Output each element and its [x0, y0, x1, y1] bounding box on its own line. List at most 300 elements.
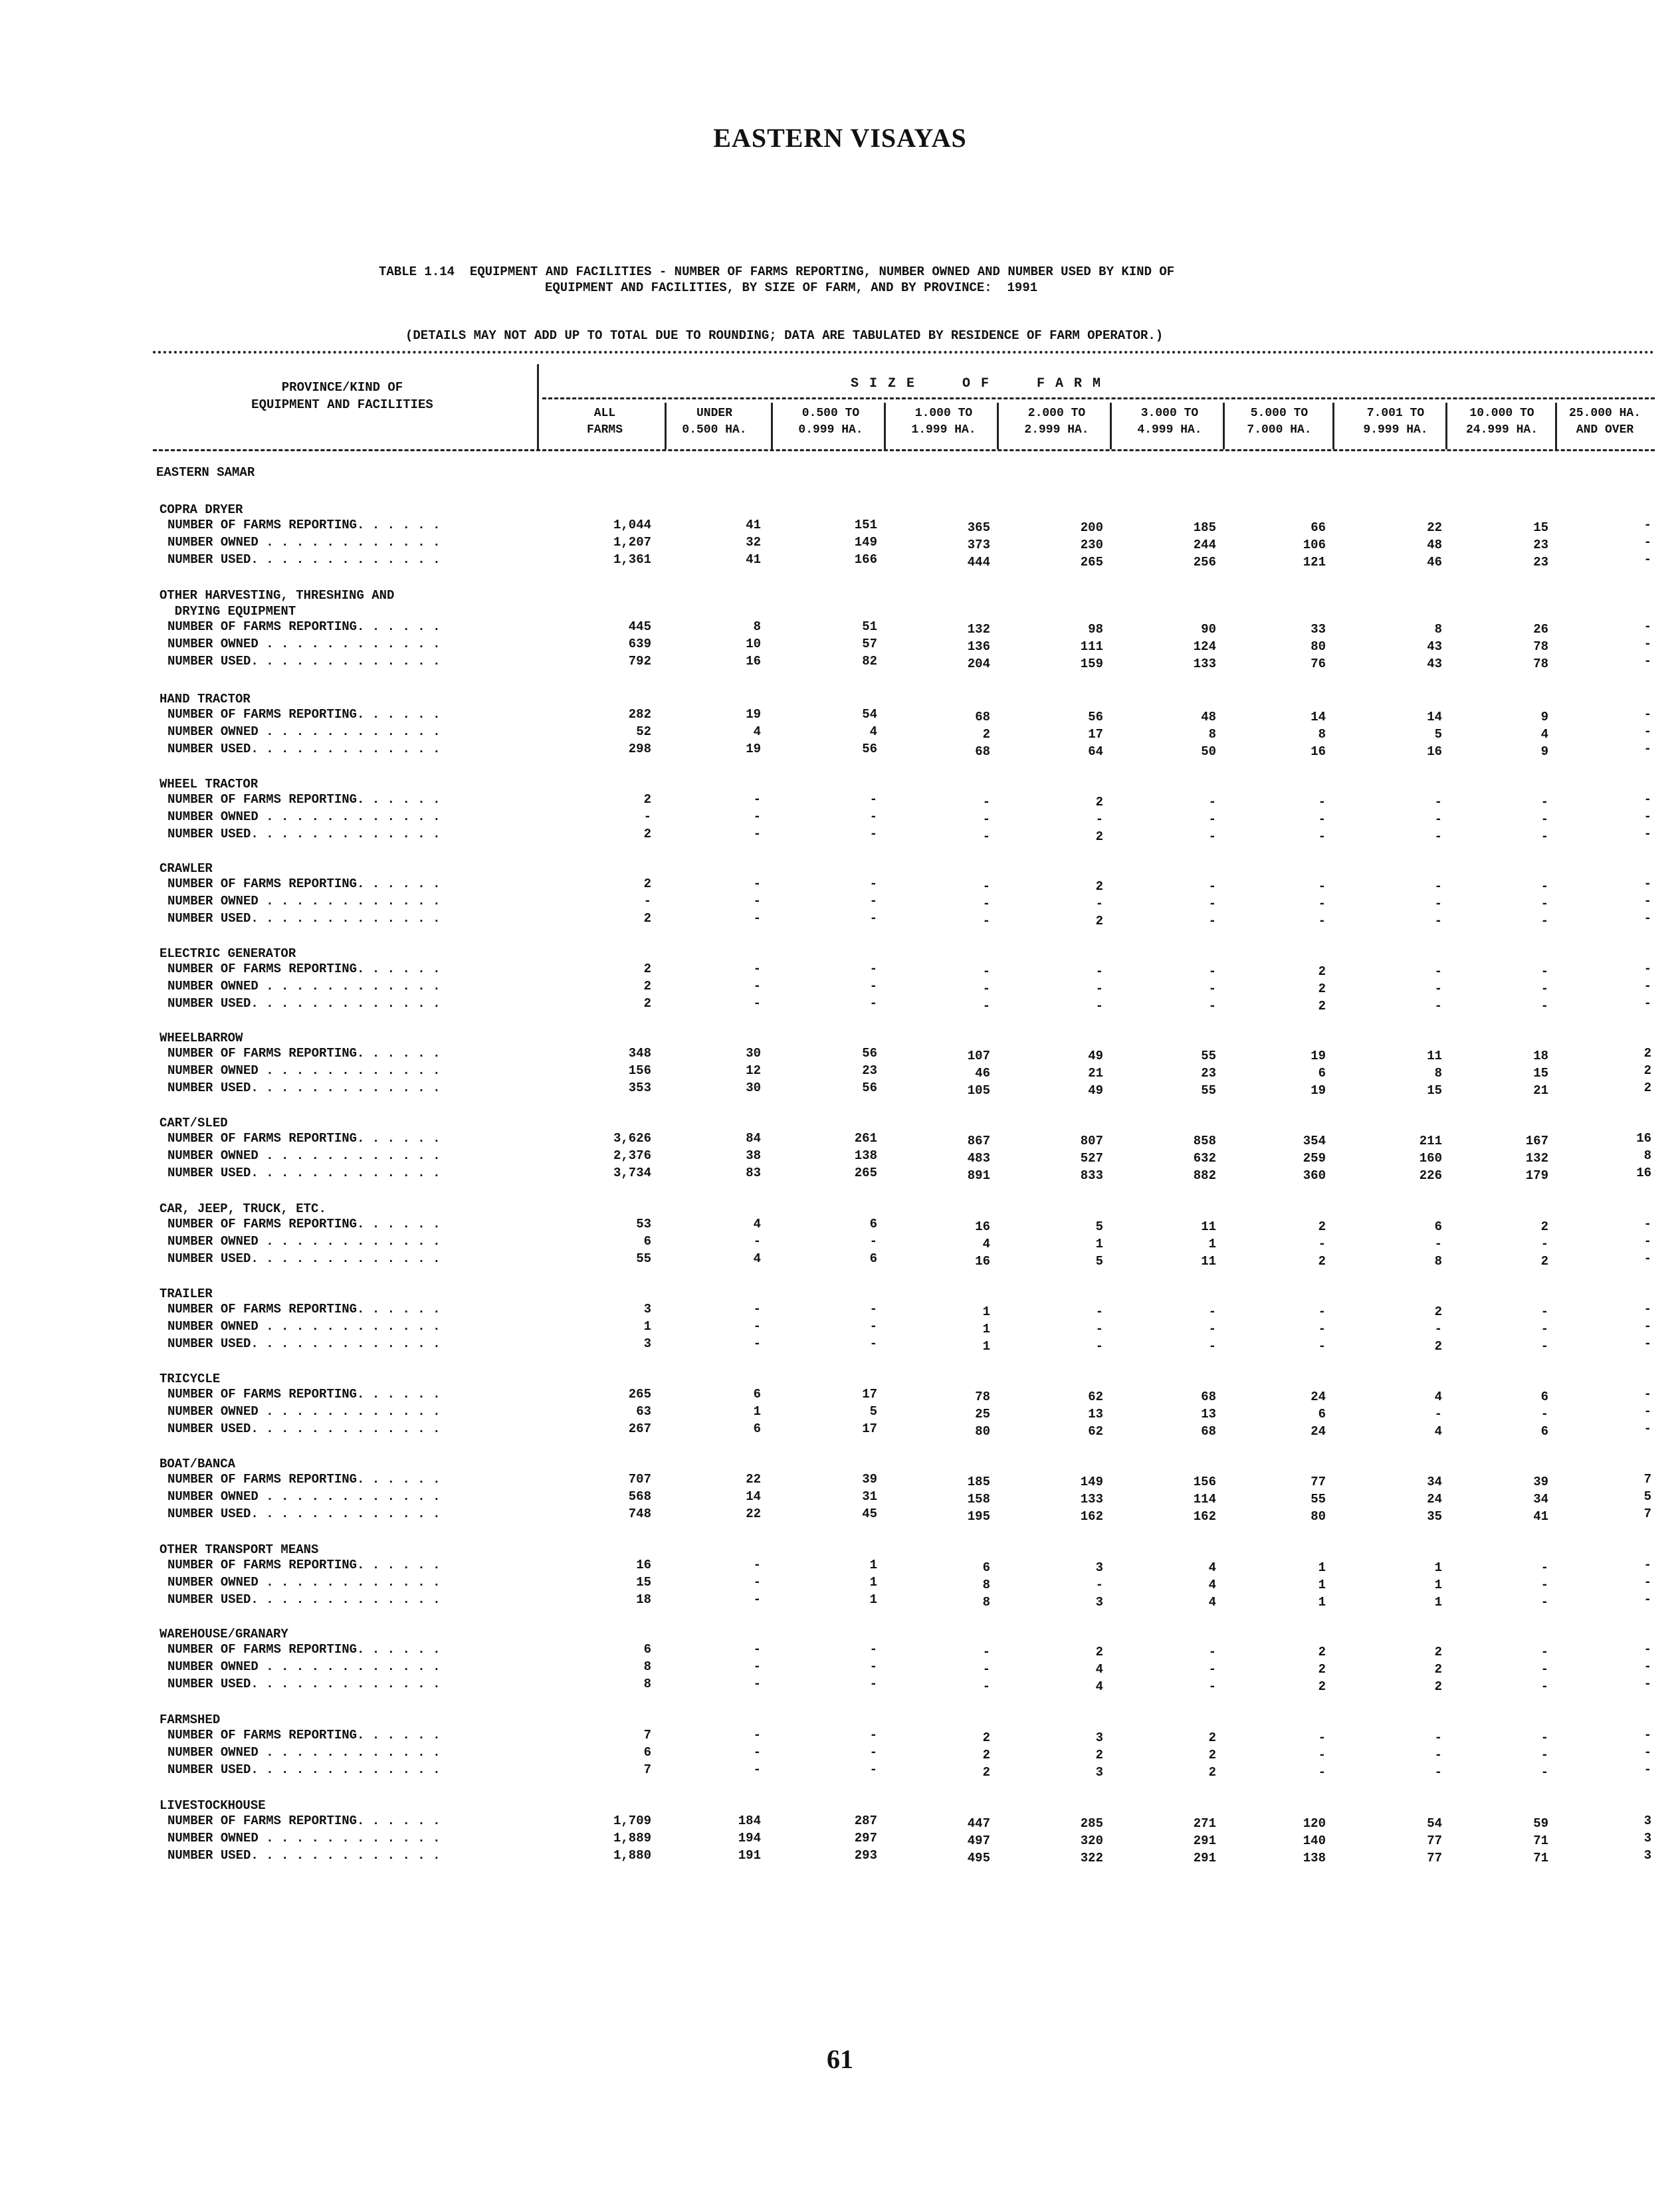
table-cell: -	[869, 1302, 877, 1316]
column-header-line2: 0.500 HA.	[682, 423, 747, 437]
table-cell: -	[753, 911, 761, 926]
table-cell: 18	[636, 1592, 651, 1607]
row-label: NUMBER OF FARMS REPORTING. . . . . .	[167, 1558, 441, 1572]
table-cell: 11	[1201, 1254, 1216, 1269]
table-cell: 3,626	[613, 1131, 651, 1146]
table-cell: 7	[1643, 1472, 1651, 1487]
table-cell: 2	[1318, 1662, 1326, 1677]
table-cell: 82	[862, 654, 877, 669]
table-cell: -	[1318, 1237, 1326, 1251]
table-cell: 55	[636, 1251, 651, 1266]
table-note: (DETAILS MAY NOT ADD UP TO TOTAL DUE TO ROUNDING; DATA ARE TABULATED BY RESIDENCE OF FARM OPERATOR.)	[405, 328, 1164, 343]
table-cell: 1,889	[613, 1831, 651, 1845]
table-cell: 2	[1095, 829, 1103, 844]
table-cell: -	[982, 795, 990, 809]
table-cell: 16	[1427, 744, 1442, 759]
table-cell: -	[1643, 962, 1651, 976]
table-cell: -	[869, 962, 877, 976]
stub-header-line2: EQUIPMENT AND FACILITIES	[251, 397, 433, 412]
table-cell: 3	[1095, 1595, 1103, 1610]
column-header-line2: 1.999 HA.	[911, 423, 976, 437]
table-cell: -	[1434, 1237, 1442, 1251]
table-cell: 55	[1201, 1083, 1216, 1098]
table-cell: 71	[1533, 1833, 1548, 1848]
table-cell: 124	[1193, 639, 1216, 654]
table-cell: -	[1540, 1339, 1548, 1354]
table-cell: -	[1095, 896, 1103, 911]
table-cell: 195	[967, 1509, 990, 1524]
table-cell: 23	[862, 1063, 877, 1078]
table-cell: 7	[1643, 1507, 1651, 1521]
table-cell: -	[982, 1679, 990, 1694]
table-cell: -	[1318, 812, 1326, 827]
table-title-continuation: EQUIPMENT AND FACILITIES, BY SIZE OF FARM, AND BY PROVINCE: 1991	[545, 280, 1038, 295]
table-cell: 51	[862, 619, 877, 634]
table-cell: -	[1434, 914, 1442, 928]
row-label: NUMBER OWNED . . . . . . . . . . . .	[167, 637, 441, 651]
table-cell: 1	[643, 1319, 651, 1334]
table-cell: 2	[1318, 1219, 1326, 1234]
category-label: WHEELBARROW	[159, 1031, 243, 1045]
row-label: NUMBER USED. . . . . . . . . . . . .	[167, 1336, 441, 1351]
table-cell: -	[982, 914, 990, 928]
table-cell: 2	[1643, 1081, 1651, 1095]
table-cell: -	[1643, 911, 1651, 926]
table-cell: -	[869, 1234, 877, 1249]
column-header	[1000, 405, 1113, 439]
column-header	[1339, 405, 1452, 439]
table-cell: 211	[1419, 1134, 1442, 1148]
table-cell: 445	[628, 619, 651, 634]
table-cell: -	[1643, 1745, 1651, 1760]
table-cell: 8	[1434, 1066, 1442, 1081]
row-label: NUMBER USED. . . . . . . . . . . . .	[167, 1421, 441, 1436]
row-label: NUMBER OWNED . . . . . . . . . . . .	[167, 535, 441, 550]
row-label: NUMBER OWNED . . . . . . . . . . . .	[167, 1063, 441, 1078]
table-cell: -	[1434, 964, 1442, 979]
table-cell: -	[1643, 809, 1651, 824]
table-cell: 2	[982, 727, 990, 742]
table-cell: 265	[628, 1387, 651, 1402]
table-cell: -	[1095, 1305, 1103, 1319]
category-label: WHEEL TRACTOR	[159, 777, 259, 791]
table-cell: 2	[1434, 1645, 1442, 1659]
table-cell: -	[753, 996, 761, 1011]
table-cell: 2	[1208, 1730, 1216, 1745]
table-cell: -	[982, 964, 990, 979]
table-cell: -	[1643, 707, 1651, 722]
table-cell: -	[1318, 896, 1326, 911]
table-cell: 5	[1434, 727, 1442, 742]
table-cell: -	[753, 1745, 761, 1760]
table-cell: 120	[1303, 1816, 1326, 1831]
table-cell: -	[1208, 1339, 1216, 1354]
table-cell: 31	[862, 1489, 877, 1504]
table-cell: 354	[1303, 1134, 1326, 1148]
table-cell: 2	[643, 877, 651, 891]
table-cell: 68	[1201, 1390, 1216, 1404]
row-label: NUMBER OWNED . . . . . . . . . . . .	[167, 1575, 441, 1590]
table-cell: 6	[753, 1421, 761, 1436]
table-cell: -	[1434, 812, 1442, 827]
table-cell: 80	[1311, 639, 1326, 654]
table-cell: -	[869, 1762, 877, 1777]
table-cell: 16	[746, 654, 761, 669]
table-cell: -	[982, 1645, 990, 1659]
table-cell: 162	[1080, 1509, 1103, 1524]
table-cell: 34	[1427, 1475, 1442, 1489]
table-cell: 138	[854, 1148, 877, 1163]
table-cell: 80	[975, 1424, 990, 1439]
row-label: NUMBER USED. . . . . . . . . . . . .	[167, 1251, 441, 1266]
table-cell: -	[1643, 1642, 1651, 1657]
table-cell: -	[1095, 999, 1103, 1013]
table-cell: 55	[1201, 1049, 1216, 1063]
table-cell: 16	[1636, 1166, 1651, 1180]
table-cell: 3	[1643, 1848, 1651, 1863]
table-cell: 1	[753, 1404, 761, 1419]
table-cell: -	[1540, 964, 1548, 979]
table-cell: -	[1208, 879, 1216, 894]
column-header-line2: 0.999 HA.	[798, 423, 863, 437]
table-cell: -	[643, 894, 651, 908]
table-cell: 160	[1419, 1151, 1442, 1166]
page-number: 61	[827, 2044, 853, 2074]
table-cell: 320	[1080, 1833, 1103, 1848]
table-cell: 8	[753, 619, 761, 634]
table-cell: 55	[1311, 1492, 1326, 1507]
table-cell: -	[753, 1592, 761, 1607]
table-cell: 39	[1533, 1475, 1548, 1489]
table-cell: 78	[1533, 639, 1548, 654]
table-cell: 46	[1427, 555, 1442, 570]
table-cell: -	[1095, 1339, 1103, 1354]
table-cell: 444	[967, 555, 990, 570]
table-cell: -	[869, 1745, 877, 1760]
row-label: NUMBER OWNED . . . . . . . . . . . .	[167, 979, 441, 993]
table-cell: 48	[1201, 710, 1216, 724]
table-cell: 2	[643, 962, 651, 976]
table-cell: -	[1318, 1748, 1326, 1762]
table-cell: 184	[738, 1814, 761, 1828]
table-cell: -	[1643, 979, 1651, 993]
stub-header-line1: PROVINCE/KIND OF	[281, 380, 403, 395]
table-cell: 194	[738, 1831, 761, 1845]
table-cell: -	[1643, 535, 1651, 550]
table-cell: 33	[1311, 622, 1326, 637]
table-cell: 891	[967, 1168, 990, 1183]
table-cell: 156	[628, 1063, 651, 1078]
table-cell: 18	[1533, 1049, 1548, 1063]
table-cell: 149	[854, 535, 877, 550]
table-cell: 14	[1311, 710, 1326, 724]
table-cell: 365	[967, 520, 990, 535]
table-cell: 3	[1643, 1831, 1651, 1845]
table-cell: 1,880	[613, 1848, 651, 1863]
table-cell: -	[1643, 792, 1651, 807]
row-label: NUMBER OF FARMS REPORTING. . . . . .	[167, 1046, 441, 1061]
table-cell: -	[869, 1319, 877, 1334]
table-cell: 179	[1525, 1168, 1548, 1183]
table-cell: 2	[1318, 999, 1326, 1013]
row-label: NUMBER USED. . . . . . . . . . . . .	[167, 827, 441, 841]
table-cell: -	[869, 894, 877, 908]
table-cell: 5	[869, 1404, 877, 1419]
category-label: ELECTRIC GENERATOR	[159, 946, 296, 961]
table-cell: 132	[1525, 1151, 1548, 1166]
table-cell: 2	[1434, 1339, 1442, 1354]
table-cell: 76	[1311, 657, 1326, 671]
table-cell: 4	[753, 724, 761, 739]
table-cell: 271	[1193, 1816, 1216, 1831]
row-label: NUMBER USED. . . . . . . . . . . . .	[167, 1507, 441, 1521]
table-cell: 322	[1080, 1851, 1103, 1865]
table-cell: 21	[1088, 1066, 1103, 1081]
table-cell: -	[982, 982, 990, 996]
category-label: CAR, JEEP, TRUCK, ETC.	[159, 1201, 326, 1216]
table-cell: 2	[1318, 964, 1326, 979]
table-cell: -	[1643, 1421, 1651, 1436]
table-cell: -	[753, 827, 761, 841]
table-cell: -	[753, 962, 761, 976]
table-cell: 3	[1095, 1765, 1103, 1780]
category-label: WAREHOUSE/GRANARY	[159, 1627, 288, 1641]
table-cell: 56	[862, 742, 877, 756]
table-cell: 2	[643, 792, 651, 807]
table-cell: 348	[628, 1046, 651, 1061]
table-cell: -	[1643, 877, 1651, 891]
table-cell: 166	[854, 552, 877, 567]
row-label: NUMBER OWNED . . . . . . . . . . . .	[167, 1148, 441, 1163]
table-cell: 2	[1318, 982, 1326, 996]
table-cell: 78	[975, 1390, 990, 1404]
table-cell: -	[1318, 914, 1326, 928]
table-cell: -	[1208, 829, 1216, 844]
table-cell: -	[753, 979, 761, 993]
table-cell: -	[1540, 812, 1548, 827]
column-header-line2: 2.999 HA.	[1024, 423, 1089, 437]
region-header: EASTERN VISAYAS	[713, 123, 967, 153]
table-cell: -	[1434, 896, 1442, 911]
table-cell: -	[1095, 964, 1103, 979]
table-cell: -	[753, 1234, 761, 1249]
table-cell: 2	[1095, 1645, 1103, 1659]
table-cell: -	[753, 1575, 761, 1590]
table-cell: -	[753, 1319, 761, 1334]
column-header-line1: ALL	[593, 407, 616, 420]
table-cell: 267	[628, 1421, 651, 1436]
column-header	[774, 405, 887, 439]
table-cell: -	[1540, 1322, 1548, 1336]
column-header-line1: 7.001 TO	[1366, 407, 1425, 420]
column-header-line1: 25.000 HA.	[1568, 407, 1641, 420]
table-cell: 185	[967, 1475, 990, 1489]
column-header-line1: 10.000 TO	[1469, 407, 1534, 420]
table-cell: 15	[1533, 520, 1548, 535]
table-cell: -	[982, 999, 990, 1013]
table-cell: -	[1540, 879, 1548, 894]
table-cell: 90	[1201, 622, 1216, 637]
category-label: CRAWLER	[159, 861, 213, 876]
table-cell: 4	[869, 724, 877, 739]
table-cell: 50	[1201, 744, 1216, 759]
table-cell: 8	[1643, 1148, 1651, 1163]
table-cell: 2	[643, 979, 651, 993]
table-cell: 200	[1080, 520, 1103, 535]
table-cell: 293	[854, 1848, 877, 1863]
table-cell: 1,207	[613, 535, 651, 550]
table-cell: 6	[1540, 1390, 1548, 1404]
table-cell: 297	[854, 1831, 877, 1845]
column-header-line1: UNDER	[696, 407, 732, 420]
table-cell: 285	[1080, 1816, 1103, 1831]
table-cell: 2	[982, 1748, 990, 1762]
table-cell: 230	[1080, 538, 1103, 552]
table-cell: 9	[1540, 744, 1548, 759]
row-label: NUMBER OF FARMS REPORTING. . . . . .	[167, 1728, 441, 1742]
table-cell: 6	[1318, 1066, 1326, 1081]
table-cell: 2	[1318, 1679, 1326, 1694]
table-cell: 6	[643, 1642, 651, 1657]
table-cell: 30	[746, 1046, 761, 1061]
table-cell: 22	[746, 1507, 761, 1521]
table-cell: -	[869, 1642, 877, 1657]
column-header-line1: 1.000 TO	[914, 407, 973, 420]
table-cell: 191	[738, 1848, 761, 1863]
table-cell: 41	[746, 552, 761, 567]
table-cell: -	[1643, 724, 1651, 739]
table-cell: -	[1434, 982, 1442, 996]
table-cell: -	[753, 1302, 761, 1316]
table-cell: 24	[1311, 1424, 1326, 1439]
table-cell: 1	[869, 1592, 877, 1607]
table-cell: -	[1643, 1404, 1651, 1419]
table-cell: 2	[1095, 795, 1103, 809]
column-header	[887, 405, 1000, 439]
table-cell: -	[753, 894, 761, 908]
table-cell: 22	[746, 1472, 761, 1487]
table-cell: 16	[975, 1219, 990, 1234]
table-cell: -	[1540, 1407, 1548, 1421]
table-cell: 159	[1080, 657, 1103, 671]
row-label: NUMBER USED. . . . . . . . . . . . .	[167, 996, 441, 1011]
table-cell: 78	[1533, 657, 1548, 671]
table-cell: 52	[636, 724, 651, 739]
table-cell: -	[1434, 879, 1442, 894]
row-label: NUMBER OWNED . . . . . . . . . . . .	[167, 1489, 441, 1504]
table-cell: 62	[1088, 1390, 1103, 1404]
table-cell: 3	[1095, 1730, 1103, 1745]
column-header	[658, 405, 771, 439]
row-label: NUMBER OWNED . . . . . . . . . . . .	[167, 1745, 441, 1760]
row-label: NUMBER OF FARMS REPORTING. . . . . .	[167, 1642, 441, 1657]
table-cell: 133	[1080, 1492, 1103, 1507]
table-cell: 4	[982, 1237, 990, 1251]
table-cell: 4	[753, 1251, 761, 1266]
table-cell: -	[1643, 654, 1651, 669]
table-cell: 4	[753, 1217, 761, 1231]
table-cell: 2	[1095, 1748, 1103, 1762]
table-cell: -	[1318, 1765, 1326, 1780]
table-cell: 7	[643, 1728, 651, 1742]
table-cell: -	[753, 877, 761, 891]
table-cell: -	[1643, 1217, 1651, 1231]
table-cell: -	[1434, 829, 1442, 844]
table-cell: 32	[746, 535, 761, 550]
column-header-line1: 0.500 TO	[801, 407, 860, 420]
row-label: NUMBER OF FARMS REPORTING. . . . . .	[167, 1387, 441, 1402]
table-cell: 265	[854, 1166, 877, 1180]
table-cell: 23	[1533, 555, 1548, 570]
table-cell: 204	[967, 657, 990, 671]
table-cell: -	[1643, 552, 1651, 567]
table-cell: -	[869, 996, 877, 1011]
table-cell: -	[1318, 1339, 1326, 1354]
table-cell: 15	[1427, 1083, 1442, 1098]
table-cell: -	[1643, 1762, 1651, 1777]
table-cell: 15	[1533, 1066, 1548, 1081]
table-cell: -	[1643, 1575, 1651, 1590]
table-cell: 83	[746, 1166, 761, 1180]
table-cell: 2,376	[613, 1148, 651, 1163]
column-divider	[665, 403, 667, 449]
table-cell: 22	[1427, 520, 1442, 535]
table-cell: 6	[1434, 1219, 1442, 1234]
table-cell: 54	[1427, 1816, 1442, 1831]
table-cell: 360	[1303, 1168, 1326, 1183]
table-cell: 4	[1208, 1560, 1216, 1575]
table-cell: -	[753, 1642, 761, 1657]
table-cell: 167	[1525, 1134, 1548, 1148]
table-cell: -	[753, 1728, 761, 1742]
column-divider	[884, 403, 886, 449]
table-cell: 9	[1540, 710, 1548, 724]
table-cell: 13	[1201, 1407, 1216, 1421]
table-cell: 568	[628, 1489, 651, 1504]
table-cell: 41	[1533, 1509, 1548, 1524]
spanner-rule	[542, 397, 1655, 399]
table-cell: 807	[1080, 1134, 1103, 1148]
stub-header	[153, 379, 532, 413]
table-cell: 5	[1095, 1219, 1103, 1234]
table-cell: 748	[628, 1507, 651, 1521]
table-cell: -	[1643, 637, 1651, 651]
table-cell: 68	[975, 710, 990, 724]
category-label: OTHER HARVESTING, THRESHING AND DRYING EQUIPMENT	[159, 588, 395, 619]
table-cell: 53	[636, 1217, 651, 1231]
table-cell: 57	[862, 637, 877, 651]
table-cell: -	[982, 829, 990, 844]
table-cell: 3,734	[613, 1166, 651, 1180]
table-cell: 833	[1080, 1168, 1103, 1183]
table-cell: 1	[982, 1339, 990, 1354]
table-cell: -	[1643, 1319, 1651, 1334]
table-cell: 19	[746, 707, 761, 722]
table-cell: -	[1643, 1302, 1651, 1316]
table-cell: -	[869, 911, 877, 926]
table-cell: 4	[1434, 1390, 1442, 1404]
column-header-line1: 2.000 TO	[1027, 407, 1086, 420]
table-cell: 2	[1434, 1662, 1442, 1677]
table-cell: -	[1643, 1234, 1651, 1249]
table-cell: -	[1643, 1558, 1651, 1572]
table-cell: -	[1095, 1322, 1103, 1336]
row-label: NUMBER OF FARMS REPORTING. . . . . .	[167, 1217, 441, 1231]
row-label: NUMBER OWNED . . . . . . . . . . . .	[167, 1234, 441, 1249]
table-cell: -	[1434, 795, 1442, 809]
table-cell: -	[1643, 1677, 1651, 1691]
column-header-line1: 3.000 TO	[1140, 407, 1199, 420]
